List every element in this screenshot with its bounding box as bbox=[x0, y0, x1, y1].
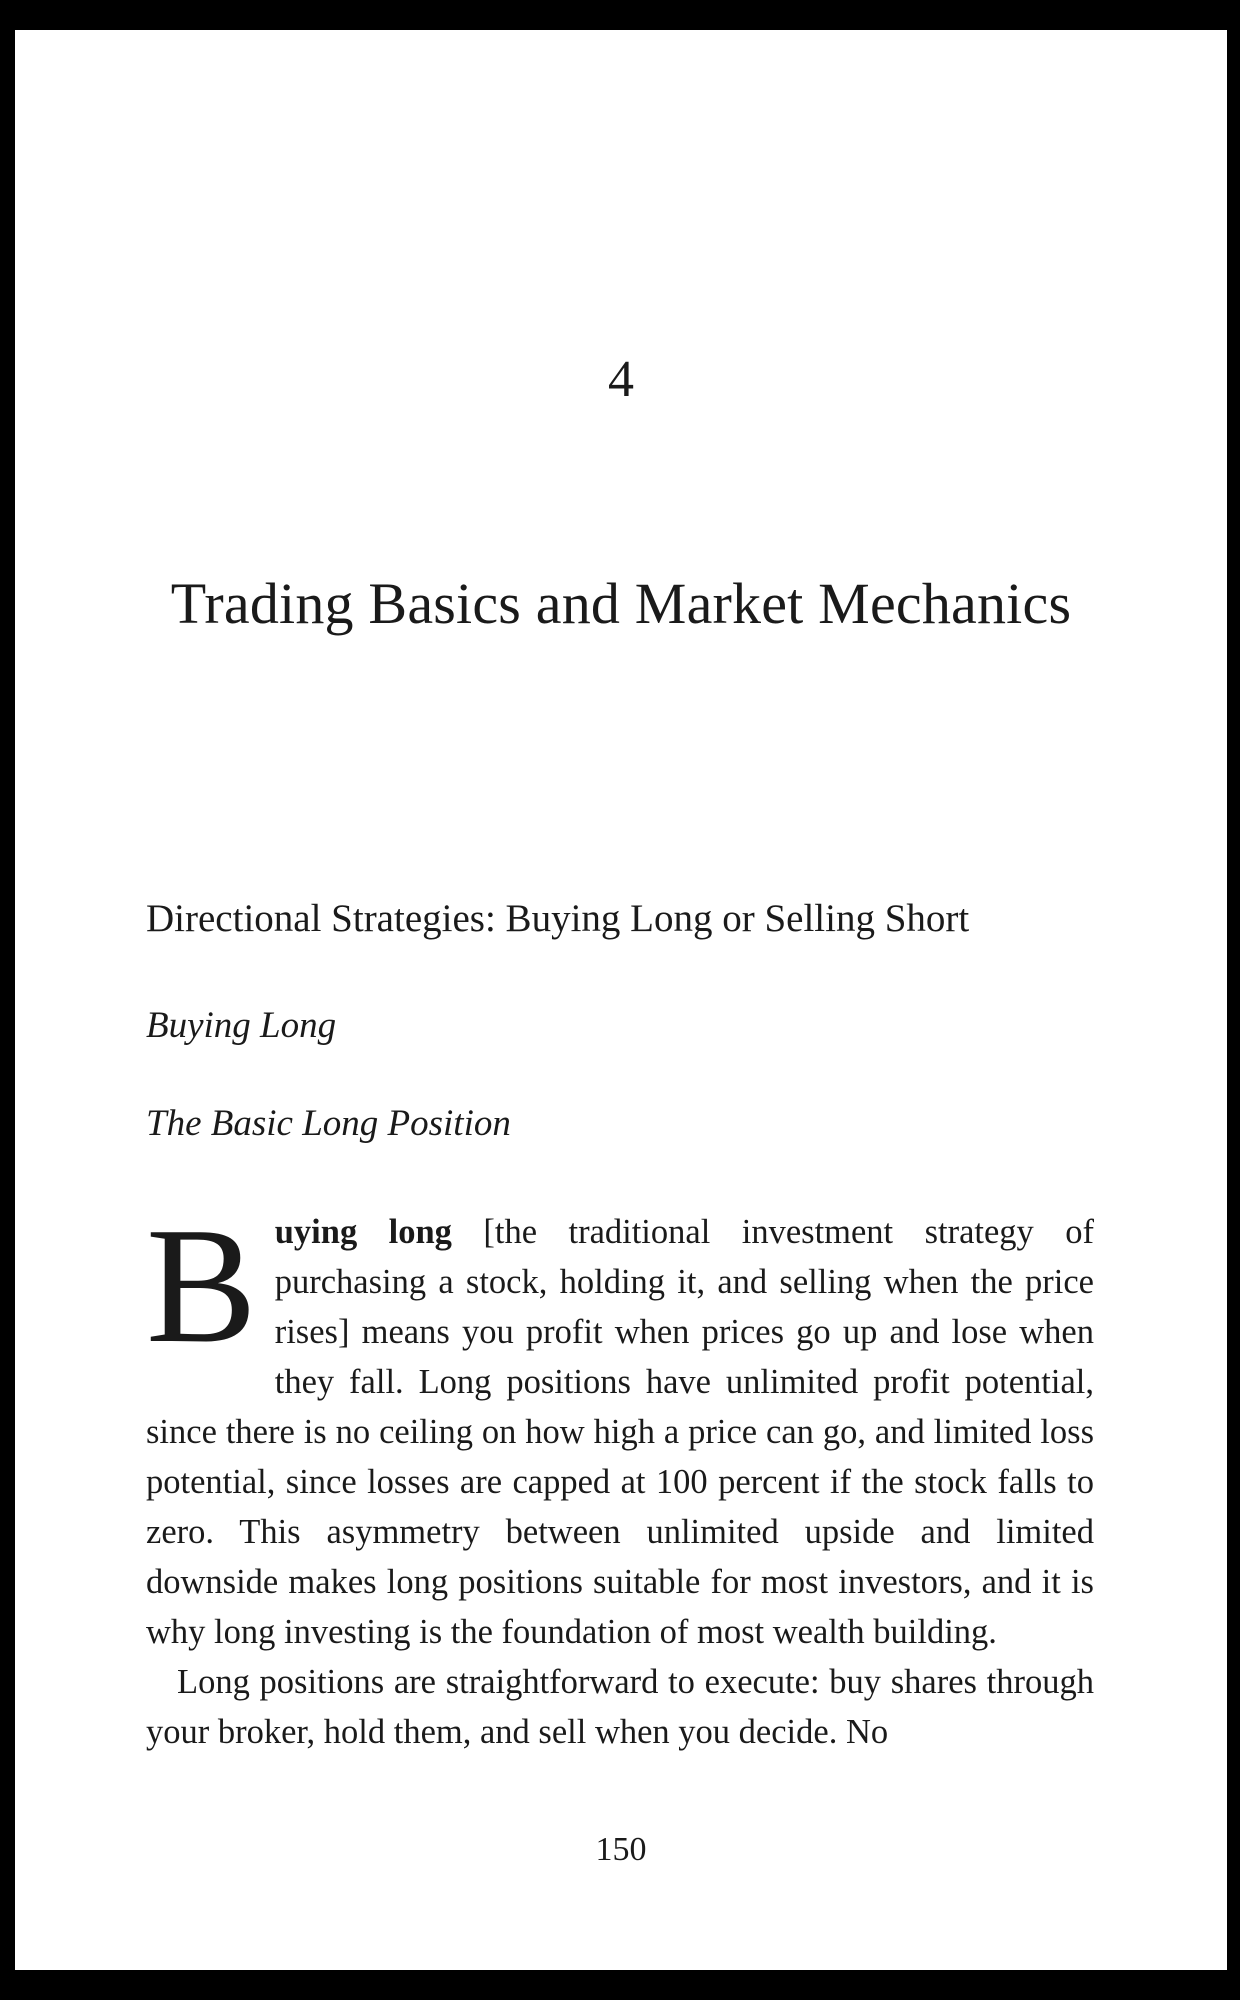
book-page bbox=[15, 30, 1227, 1970]
lead-term: uying long bbox=[274, 1213, 452, 1251]
section-heading: Directional Strategies: Buying Long or Selling Short bbox=[146, 897, 970, 940]
subheading-buying-long: Buying Long bbox=[146, 1005, 337, 1046]
paragraph-2: Long positions are straightforward to execute: buy shares through your broker, hold them, and sell when you decide. No bbox=[146, 1663, 1094, 1751]
paragraph-1 bbox=[146, 1193, 1094, 1657]
chapter-number: 4 bbox=[608, 351, 634, 408]
paragraph-1-text: [the traditional investment strategy of purchasing a stock, holding it, and selling when the price rises] means you profit when prices go up and lose when they fall. Long positions have unlimited profit potential, since there is no ceiling on how high a price can go, and limited loss potential, since losses are capped at 100 percent if the stock falls to zero. This asymmetry between unlimited upside and limited downside makes long positions suitable for most investors, and it is why long investing is the foundation of most wealth building. bbox=[146, 1213, 1094, 1651]
chapter-title: Trading Basics and Market Mechanics bbox=[170, 571, 1072, 636]
page-number: 150 bbox=[595, 1831, 647, 1868]
body-text bbox=[146, 1193, 1094, 1757]
subheading-basic-long-position: The Basic Long Position bbox=[146, 1103, 511, 1144]
drop-cap: B bbox=[146, 1193, 257, 1377]
